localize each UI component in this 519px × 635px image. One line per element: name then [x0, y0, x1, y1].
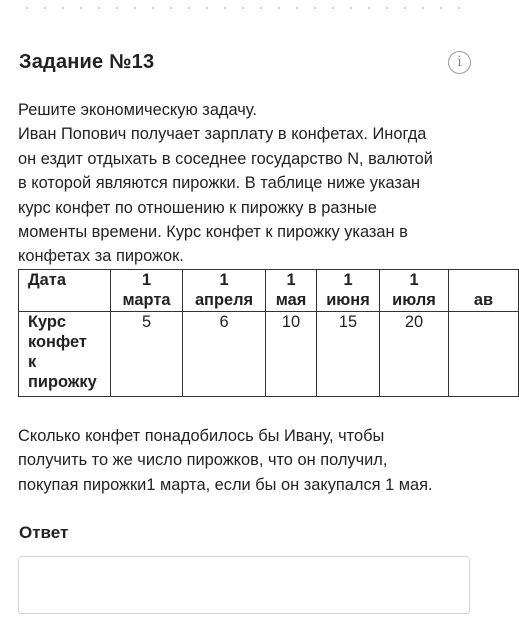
- problem-line: курс конфет по отношению к пирожку в разные: [18, 198, 377, 217]
- problem-line: в которой являются пирожки. В таблице ниже указан: [18, 174, 421, 193]
- question-text: [18, 424, 468, 497]
- problem-line: он ездит отдыхать в соседнее государство N, валютой: [18, 149, 433, 168]
- table-row-label: Курс конфет к пирожку: [19, 312, 111, 397]
- table-header-cell: 1 марта: [111, 270, 183, 312]
- question-line: Сколько конфет понадобилось бы Ивану, чтобы: [18, 427, 385, 445]
- table-cell: 6: [183, 312, 266, 397]
- exchange-rate-table-container[interactable]: [18, 269, 494, 398]
- table-header-cell: 1 июня: [317, 270, 380, 312]
- problem-text: [18, 98, 468, 269]
- answer-input[interactable]: [18, 556, 470, 614]
- table-header-cell: ав: [449, 270, 519, 312]
- task-title: Задание №13: [19, 51, 155, 73]
- problem-line: Иван Попович получает зарплату в конфетах. Иногда: [18, 125, 427, 144]
- table-cell: 15: [317, 312, 380, 397]
- info-icon[interactable]: i: [448, 51, 471, 74]
- answer-label: Ответ: [19, 523, 69, 542]
- top-divider: [18, 7, 474, 9]
- table-header-cell: Дата: [19, 270, 111, 312]
- table-cell: [449, 312, 519, 397]
- table-cell: 5: [111, 312, 183, 397]
- problem-line: моменты времени. Курс конфет к пирожку указан в: [18, 223, 408, 242]
- question-line: получить то же число пирожков, что он получил,: [18, 451, 388, 470]
- table-header-cell: 1 мая: [266, 270, 317, 312]
- table-cell: 20: [380, 312, 449, 397]
- table-row: [19, 312, 519, 397]
- table-cell: 10: [266, 312, 317, 397]
- exchange-rate-table: [18, 269, 519, 397]
- problem-line: Решите экономическую задачу.: [18, 101, 257, 119]
- problem-line: конфетах за пирожок.: [18, 247, 184, 266]
- table-header-cell: 1 апреля: [183, 270, 266, 312]
- table-header-row: [19, 270, 519, 312]
- table-header-cell: 1 июля: [380, 270, 449, 312]
- question-line: покупая пирожки1 марта, если бы он закупался 1 мая.: [18, 475, 433, 494]
